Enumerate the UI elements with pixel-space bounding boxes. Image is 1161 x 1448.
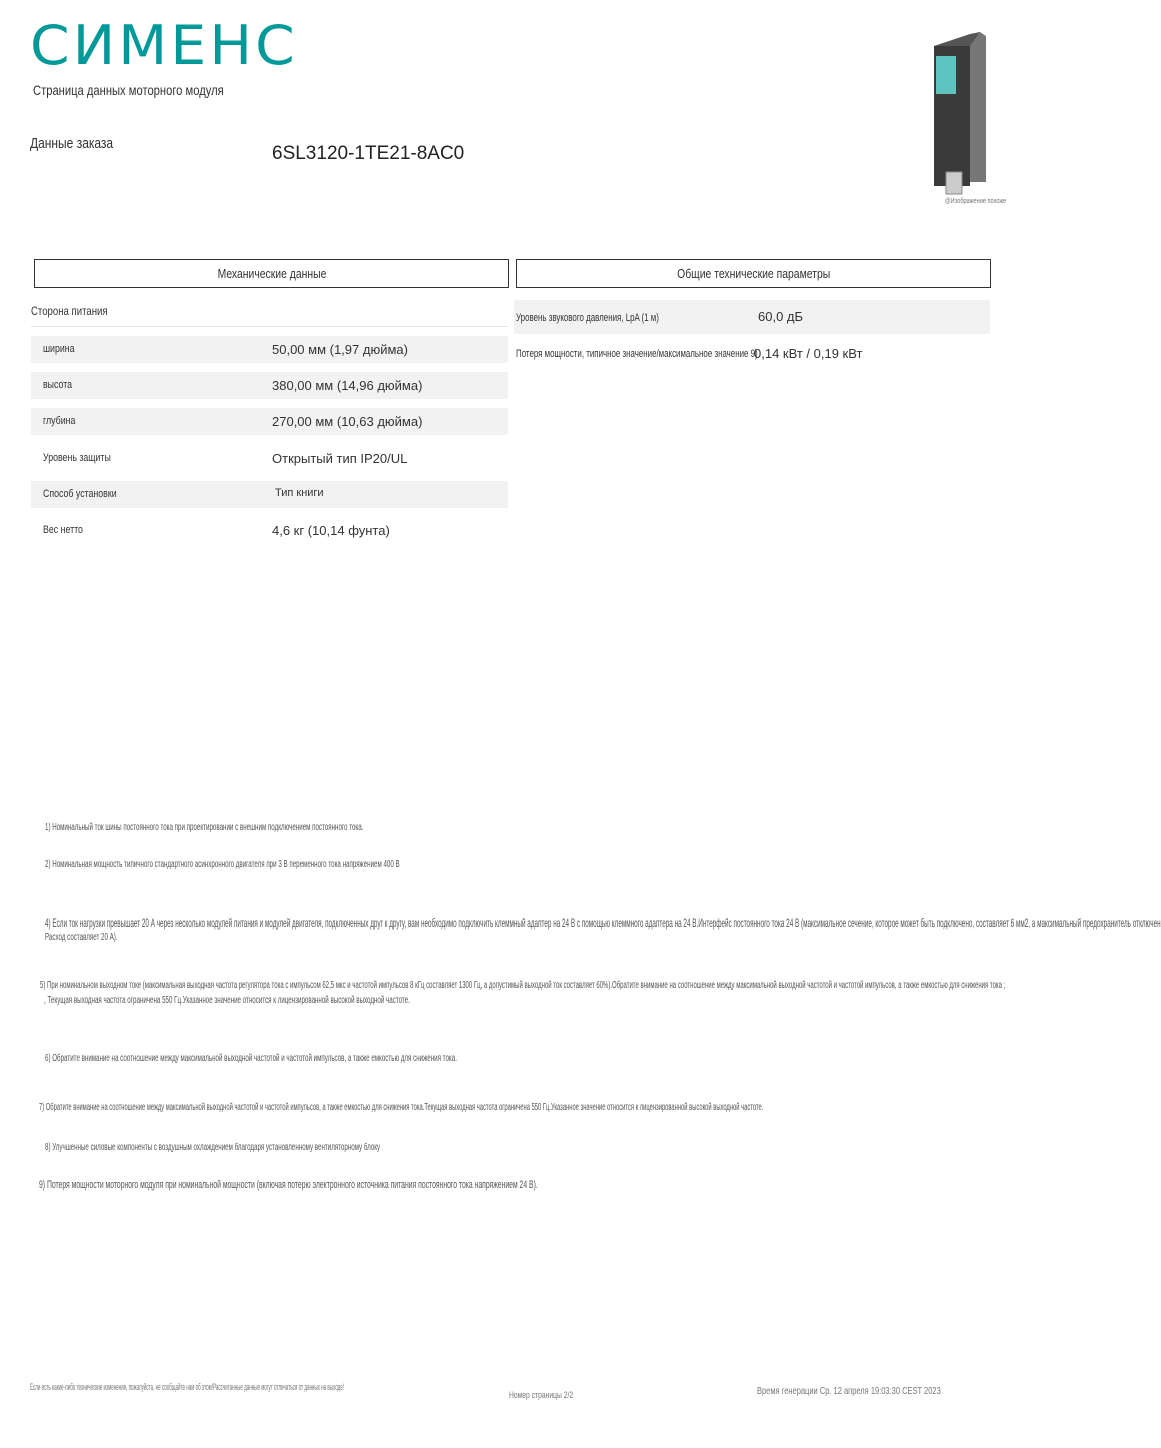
footnote-1: 1) Номинальный ток шины постоянного тока при проектировании с внешним подключением постоянного тока. [45, 822, 364, 833]
product-image [930, 32, 992, 197]
mechanical-section-header [34, 259, 509, 288]
row-value: 50,00 мм (1,97 дюйма) [272, 342, 408, 357]
footnote-6: 6) Обратите внимание на соотношение между максимальной выходной частотой и частотой импульсов, а также емкостью для снижения тока. [45, 1053, 457, 1064]
row-value: Открытый тип IP20/UL [272, 451, 408, 466]
table-row [31, 517, 508, 544]
row-label: Уровень звукового давления, LpA (1 м) [516, 312, 659, 324]
order-number: 6SL3120-1TE21-8AC0 [272, 143, 465, 164]
row-label: Вес нетто [43, 524, 83, 536]
row-label: глубина [43, 415, 76, 427]
supply-side-label: Сторона питания [31, 304, 108, 318]
row-value: 270,00 мм (10,63 дюйма) [272, 414, 423, 429]
order-label: Данные заказа [30, 135, 114, 152]
footnote-7: 7) Обратите внимание на соотношение между максимальной выходной частотой и частотой импульсов, а также емкостью для снижения тока.Текущая выходная частота ограничена 550 Гц.Указанное значение относится к лицензированной высокой выходной частоте. [39, 1102, 764, 1113]
document-subtitle: Страница данных моторного модуля [33, 82, 224, 98]
table-row [31, 481, 508, 508]
footnote-4-cont: Расход составляет 20 А). [45, 932, 118, 943]
general-title: Общие технические параметры [676, 266, 831, 281]
footnote-8: 8) Улучшенные силовые компоненты с воздушным охлаждением благодаря установленному вентиляторному блоку [45, 1142, 381, 1153]
divider [31, 326, 508, 327]
footer-page-number: Номер страницы 2/2 [509, 1390, 574, 1400]
row-label: Потеря мощности, типичное значение/максимальное значение 9) [516, 348, 758, 360]
footer-disclaimer: Если есть какие-либо технические изменения, пожалуйста, не сообщайте нам об этом!Рассчитанные данные могут отличаться от данных на выходе! [30, 1382, 344, 1392]
table-row [514, 340, 990, 374]
footnote-5-cont: , Текущая выходная частота ограничена 550 Гц.Указанное значение относится к лицензированной высокой выходной частоте. [44, 995, 410, 1006]
table-row [31, 408, 508, 435]
footnote-4: 4) Если ток нагрузки превышает 20 А через несколько модулей питания и модулей двигателя, подключенных друг к другу, вам необходимо подключить клеммный адаптер на 24 В с помощью клеммного адаптера на 24 В.Интерфейс постоянного тока 24 В (максимальное сечение, которое может быть подключено, составляет 6 мм2, а максимальный предохранитель отключен [45, 916, 1161, 930]
table-row [31, 372, 508, 399]
row-label: Уровень защиты [43, 452, 111, 464]
row-value: 0,14 кВт / 0,19 кВт [754, 346, 863, 361]
footnote-2: 2) Номинальная мощность типичного стандартного асинхронного двигателя при 3 В переменного тока напряжением 400 В [45, 859, 400, 870]
table-row [31, 336, 508, 363]
mechanical-title: Механические данные [217, 266, 326, 281]
row-value: 60,0 дБ [758, 309, 804, 324]
row-label: Способ установки [43, 488, 117, 500]
row-label: высота [43, 379, 73, 391]
row-label: ширина [43, 343, 75, 355]
table-row [514, 300, 990, 334]
row-value: Тип книги [275, 487, 324, 499]
footnote-9: 9) Потеря мощности моторного модуля при номинальной мощности (включая потерю электронного источника питания постоянного тока напряжением 24 В). [39, 1179, 538, 1191]
footnote-5: 5) При номинальном выходном токе (максимальная выходная частота регулятора тока с импульсом 62,5 мкс и частотой импульсов 8 кГц составляет 1300 Гц, а допустимый выходной ток составляет 60%).Обратите внимание на соотношение между максимальной выходной частотой и частотой импульсов, а также емкостью для снижения тока ; [40, 980, 1006, 991]
table-row [31, 445, 508, 472]
image-caption: @Изображение похоже [945, 198, 1007, 205]
row-value: 4,6 кг (10,14 фунта) [272, 523, 390, 538]
row-value: 380,00 мм (14,96 дюйма) [272, 378, 423, 393]
siemens-logo: СИМЕНС [30, 14, 298, 77]
footer-generated-time: Время генерации Ср. 12 апреля 19:03:30 CEST 2023 [757, 1386, 941, 1397]
general-section-header [516, 259, 991, 288]
